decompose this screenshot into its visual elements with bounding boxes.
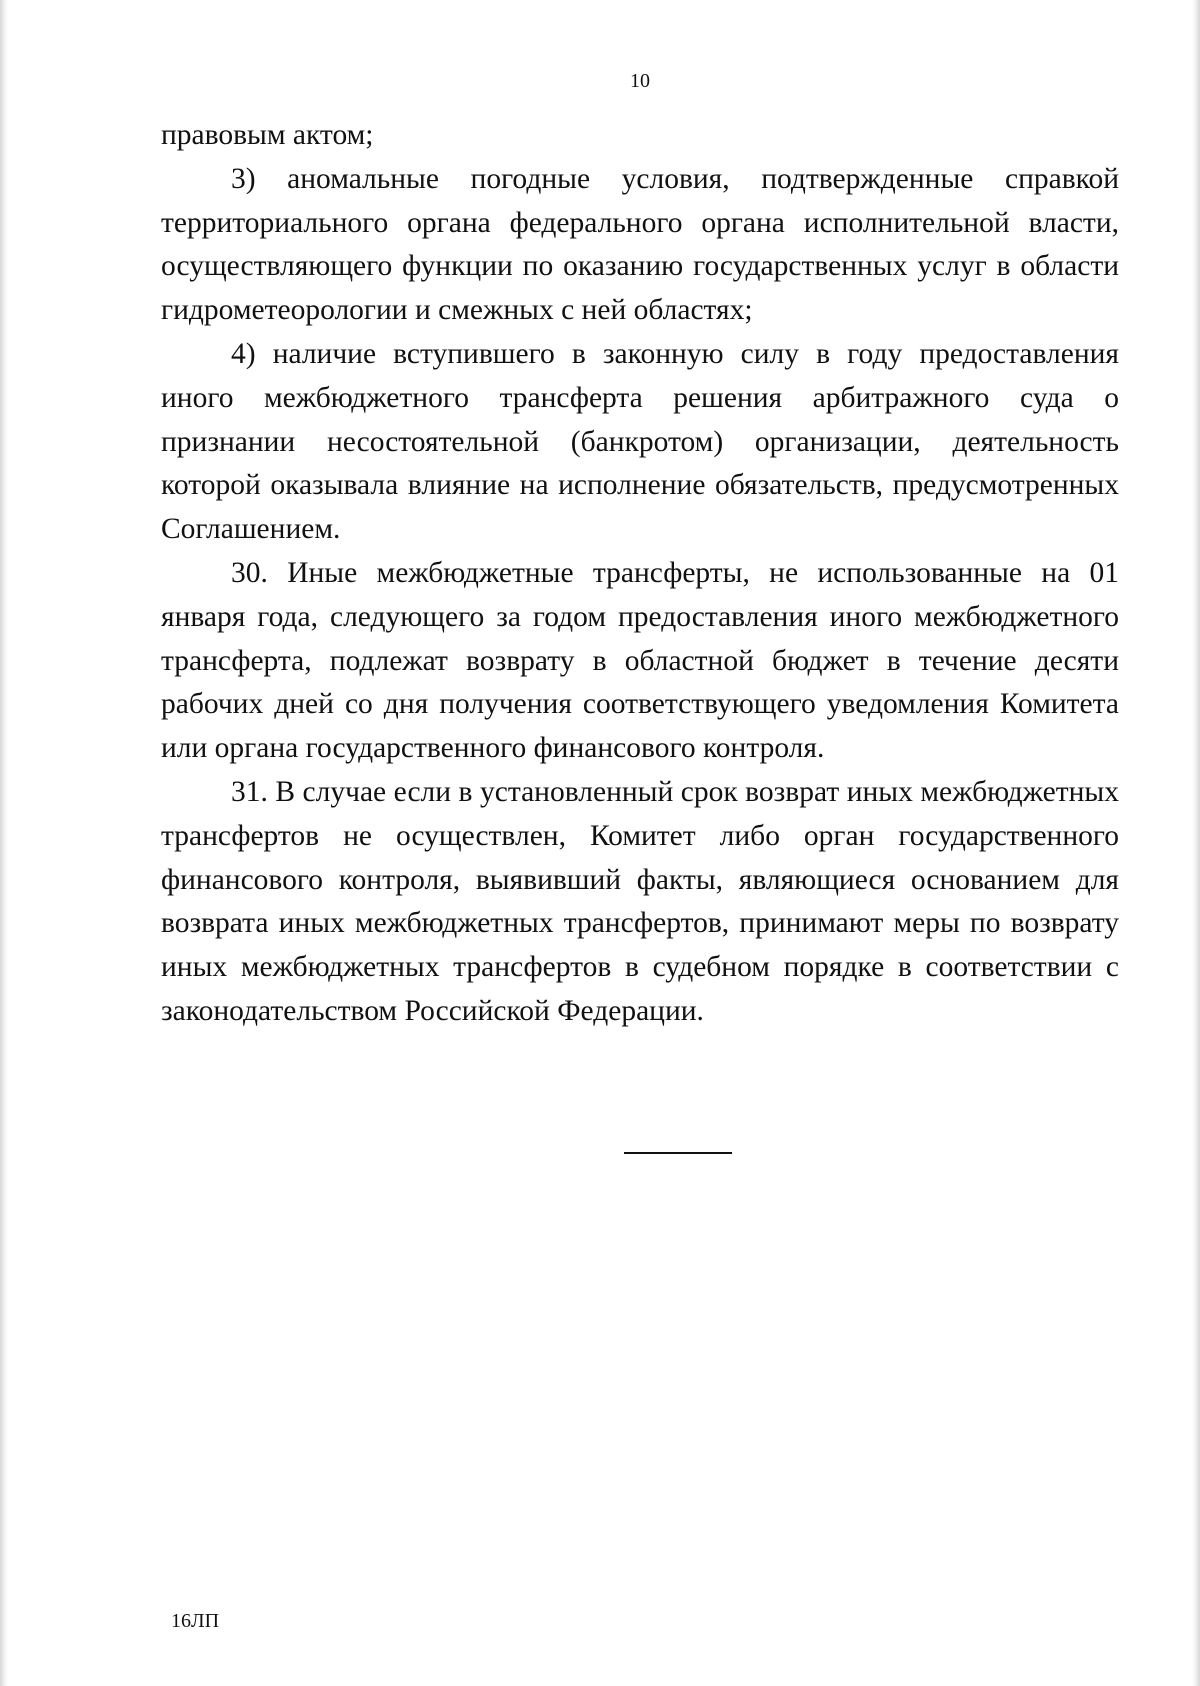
paragraph-clause-30: 30. Иные межбюджетные трансферты, не использованные на 01 января года, следующего за годом предоставления иного межбюджетного трансферта, подлежат возврату в областной бюджет в течение десяти рабочих дней со дня получения соответствующего уведомления Комитета или органа государственного финансового контроля. (161, 556, 1119, 765)
paragraph-item-4: 4) наличие вступившего в законную силу в году предоставления иного межбюджетного трансферта решения арбитражного суда о признании несостоятельной (банкротом) организации, деятельность которой оказывала влияние на исполнение обязательств, предусмотренных Соглашением. (161, 337, 1119, 546)
scan-edge-right (1192, 0, 1200, 1686)
end-of-text-line (624, 1152, 732, 1154)
document-body (161, 114, 1119, 1034)
page-number: 10 (630, 70, 650, 92)
paragraph-continuation: правовым актом; (161, 119, 374, 151)
scan-edge-left (0, 0, 8, 1686)
paragraph-clause-31: 31. В случае если в установленный срок возврат иных межбюджетных трансфертов не осуществлен, Комитет либо орган государственного финансового контроля, выявивший факты, являющиеся основанием для возврата иных межбюджетных трансфертов, принимают меры по возврату иных межбюджетных трансфертов в судебном порядке в соответствии с законодательством Российской Федерации. (161, 775, 1119, 1027)
paragraph-item-3: 3) аномальные погодные условия, подтвержденные справкой территориального органа федерального органа исполнительной власти, осуществляющего функции по оказанию государственных услуг в области гидрометеорологии и смежных с ней областях; (161, 162, 1119, 327)
footer-document-code: 16ЛП (171, 1610, 220, 1632)
